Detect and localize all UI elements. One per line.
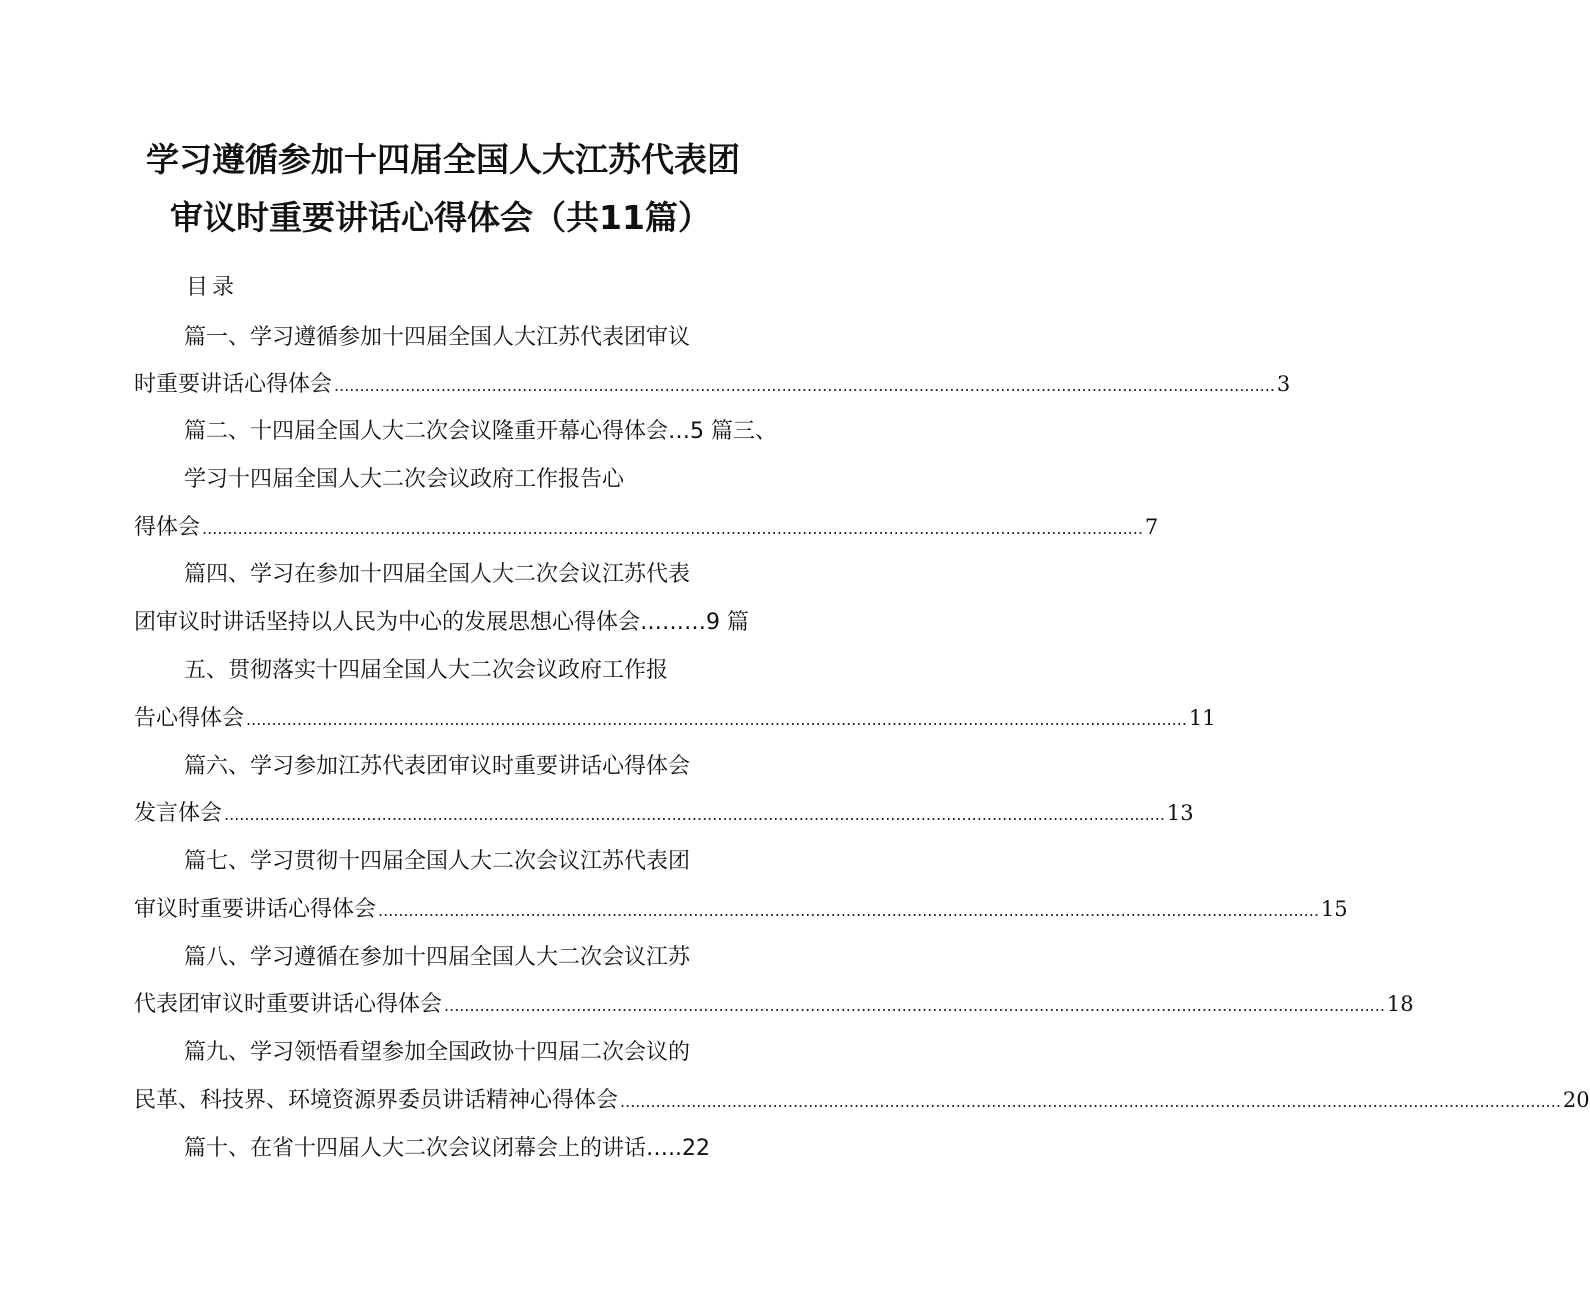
toc-entry (134, 372, 1291, 397)
toc-line: 篇一、学习遵循参加十四届全国人大江苏代表团审议 (184, 325, 691, 350)
toc-line: 五、贯彻落实十四届全国人大二次会议政府工作报 (184, 658, 669, 683)
toc-line: 篇二、十四届全国人大二次会议隆重开幕心得体会…5 篇三、 (184, 419, 777, 444)
leader-dots: ......................................................................................................................................................................................... (378, 901, 1319, 920)
toc-page-number: 18 (1386, 992, 1414, 1016)
document-title-line-2: 审议时重要讲话心得体会（共11篇） (170, 198, 711, 237)
leader-dots: ......................................................................................................................................................................................... (246, 710, 1187, 729)
toc-entry (134, 992, 1414, 1017)
toc-entry-text: 审议时重要讲话心得体会 (134, 897, 377, 922)
toc-entry-text: 得体会 (134, 515, 201, 540)
toc-page-number: 3 (1276, 372, 1291, 396)
leader-dots: ......................................................................................................................................................................................... (202, 519, 1143, 538)
toc-entry-text: 民革、科技界、环境资源界委员讲话精神心得体会 (134, 1088, 619, 1113)
toc-entry (134, 515, 1159, 540)
toc-line: 篇八、学习遵循在参加十四届全国人大二次会议江苏 (184, 945, 691, 970)
toc-line: 篇十、在省十四届人大二次会议闭幕会上的讲话…..22 (184, 1136, 710, 1161)
leader-dots: ......................................................................................................................................................................................... (444, 996, 1385, 1015)
toc-page-number: 11 (1188, 706, 1216, 730)
leader-dots: ......................................................................................................................................................................................... (620, 1092, 1561, 1111)
toc-page-number: 7 (1144, 515, 1159, 539)
leader-dots: ......................................................................................................................................................................................... (334, 376, 1275, 395)
toc-entry-text: 发言体会 (134, 801, 223, 826)
toc-entry-text: 代表团审议时重要讲话心得体会 (134, 992, 443, 1017)
toc-entry-text: 时重要讲话心得体会 (134, 372, 333, 397)
toc-heading: 目录 (186, 275, 239, 300)
toc-entry (134, 706, 1216, 731)
toc-line: 篇七、学习贯彻十四届全国人大二次会议江苏代表团 (184, 849, 691, 874)
toc-line: 篇四、学习在参加十四届全国人大二次会议江苏代表 (184, 562, 691, 587)
toc-line: 篇六、学习参加江苏代表团审议时重要讲话心得体会 (184, 754, 691, 779)
toc-page-number: 13 (1166, 801, 1194, 825)
toc-page-number: 15 (1320, 897, 1348, 921)
leader-dots: ......................................................................................................................................................................................... (224, 805, 1165, 824)
toc-entry (134, 801, 1194, 826)
toc-entry (134, 1088, 1590, 1113)
toc-entry (134, 897, 1348, 922)
toc-line: 团审议时讲话坚持以人民为中心的发展思想心得体会………9 篇 (134, 610, 749, 635)
toc-entry-text: 告心得体会 (134, 706, 245, 731)
toc-line: 篇九、学习领悟看望参加全国政协十四届二次会议的 (184, 1040, 691, 1065)
toc-line: 学习十四届全国人大二次会议政府工作报告心 (184, 467, 625, 492)
toc-page-number: 20 (1562, 1088, 1590, 1112)
document-title-line-1: 学习遵循参加十四届全国人大江苏代表团 (146, 140, 740, 179)
